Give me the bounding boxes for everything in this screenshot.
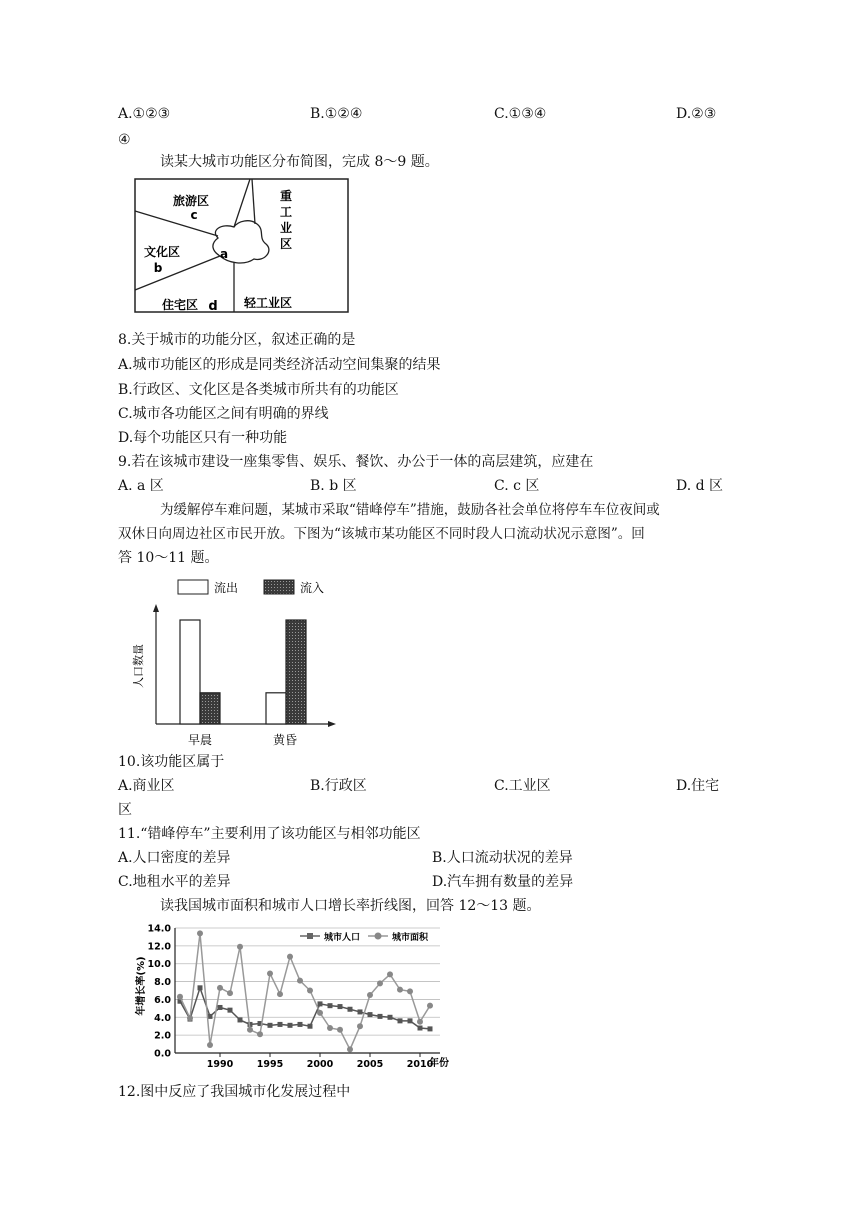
q9-stem: 9.若在该城市建设一座集零售、娱乐、餐饮、办公于一体的高层建筑，应建在 bbox=[118, 454, 594, 470]
zone-b-letter: b bbox=[153, 261, 163, 275]
intro-10-11-line2: 双休日向周边社区市民开放。下图为“该城市某功能区不同时段人口流动状况示意图”。回 bbox=[118, 526, 645, 542]
point-area bbox=[177, 994, 183, 1000]
point-population bbox=[428, 1026, 433, 1031]
intro-10-11-line3: 答 10～11 题。 bbox=[118, 550, 219, 566]
point-population bbox=[328, 1003, 333, 1008]
point-area bbox=[227, 990, 233, 996]
legend-inflow-swatch bbox=[264, 580, 294, 594]
point-area bbox=[337, 1027, 343, 1033]
point-population bbox=[268, 1023, 273, 1028]
zone-c-name: 旅游区 bbox=[172, 194, 210, 208]
bar-outflow-morning bbox=[180, 620, 200, 724]
point-population bbox=[398, 1018, 403, 1023]
bar-inflow-morning bbox=[200, 693, 220, 724]
y-tick-label: 0.0 bbox=[154, 1048, 171, 1060]
point-area bbox=[417, 1019, 423, 1025]
legend-outflow-swatch bbox=[178, 580, 208, 594]
point-population bbox=[198, 985, 203, 990]
point-population bbox=[298, 1022, 303, 1027]
q12-stem: 12.图中反应了我国城市化发展过程中 bbox=[118, 1084, 351, 1100]
q10-option-a: A.商业区 bbox=[118, 778, 175, 794]
x-axis-arrow bbox=[328, 721, 336, 727]
point-area bbox=[367, 992, 373, 998]
q11-option-c: C.地租水平的差异 bbox=[118, 874, 231, 890]
population-flow-chart bbox=[130, 572, 344, 752]
q8-option-b: B.行政区、文化区是各类城市所共有的功能区 bbox=[118, 382, 399, 398]
q10-option-d: D.住宅 bbox=[676, 778, 720, 794]
point-population bbox=[408, 1018, 413, 1023]
legend-inflow-label: 流入 bbox=[300, 581, 325, 595]
q11-option-a: A.人口密度的差异 bbox=[118, 850, 231, 866]
point-area bbox=[217, 985, 223, 991]
zone-heavy-1: 重 bbox=[279, 189, 293, 203]
q11-option-b: B.人口流动状况的差异 bbox=[432, 850, 573, 866]
x-tick-evening: 黄昏 bbox=[272, 733, 298, 747]
legend-pop-marker bbox=[307, 933, 313, 939]
point-population bbox=[278, 1022, 283, 1027]
q8-stem: 8.关于城市的功能分区，叙述正确的是 bbox=[118, 332, 356, 348]
q10-option-c: C.工业区 bbox=[494, 778, 551, 794]
bar-outflow-evening bbox=[266, 693, 286, 724]
point-population bbox=[368, 1012, 373, 1017]
point-population bbox=[358, 1009, 363, 1014]
x-axis-label: 年份 bbox=[429, 1058, 449, 1069]
zone-d-letter: d bbox=[208, 299, 218, 314]
y-tick-label: 2.0 bbox=[154, 1030, 171, 1042]
q10-stem: 10.该功能区属于 bbox=[118, 754, 225, 770]
point-area bbox=[267, 971, 273, 977]
point-area bbox=[397, 987, 403, 993]
point-area bbox=[387, 971, 393, 977]
legend-area-marker bbox=[375, 933, 382, 940]
point-area bbox=[207, 1042, 213, 1048]
point-population bbox=[308, 1024, 313, 1029]
point-area bbox=[357, 1023, 363, 1029]
intro-8-9: 读某大城市功能区分布简图，完成 8～9 题。 bbox=[160, 154, 439, 170]
y-tick-label: 4.0 bbox=[154, 1012, 171, 1024]
x-tick-label: 1995 bbox=[256, 1059, 284, 1070]
point-area bbox=[307, 988, 313, 994]
q7-option-a: A.①②③ bbox=[118, 106, 171, 122]
intro-12-13: 读我国城市面积和城市人口增长率折线图，回答 12～13 题。 bbox=[160, 898, 541, 914]
bar-inflow-evening bbox=[286, 620, 306, 724]
y-tick-label: 8.0 bbox=[154, 977, 171, 989]
point-area bbox=[377, 980, 383, 986]
point-area bbox=[407, 988, 413, 994]
x-tick-label: 2000 bbox=[306, 1059, 334, 1070]
point-population bbox=[388, 1015, 393, 1020]
x-tick-label: 1990 bbox=[206, 1059, 234, 1070]
zone-heavy-4: 区 bbox=[279, 237, 293, 251]
point-area bbox=[317, 1010, 323, 1016]
q9-option-b: B. b 区 bbox=[310, 478, 357, 494]
point-population bbox=[338, 1004, 343, 1009]
y-tick-label: 10.0 bbox=[147, 959, 171, 971]
point-area bbox=[197, 930, 203, 936]
point-population bbox=[318, 1001, 323, 1006]
zone-heavy-3: 业 bbox=[279, 221, 293, 235]
point-area bbox=[237, 944, 243, 950]
point-population bbox=[348, 1007, 353, 1012]
growth-rate-chart bbox=[132, 922, 449, 1072]
q7-option-c: C.①③④ bbox=[494, 106, 547, 122]
point-area bbox=[297, 978, 303, 984]
q8-option-d: D.每个功能区只有一种功能 bbox=[118, 430, 288, 446]
point-population bbox=[288, 1023, 293, 1028]
point-area bbox=[327, 1025, 333, 1031]
q11-stem: 11.“错峰停车”主要利用了该功能区与相邻功能区 bbox=[118, 826, 421, 842]
x-tick-label: 2005 bbox=[356, 1059, 384, 1070]
q7-option-d: D.②③ bbox=[676, 106, 717, 122]
q10-option-b: B.行政区 bbox=[310, 778, 367, 794]
q9-option-a: A. a 区 bbox=[118, 478, 164, 494]
q9-option-c: C. c 区 bbox=[494, 478, 540, 494]
legend-outflow-label: 流出 bbox=[214, 581, 239, 595]
point-area bbox=[427, 1003, 433, 1009]
zone-c-letter: c bbox=[190, 208, 198, 222]
point-area bbox=[347, 1046, 353, 1052]
y-tick-label: 14.0 bbox=[147, 923, 171, 935]
zone-a-letter: a bbox=[219, 247, 229, 261]
point-population bbox=[218, 1005, 223, 1010]
legend-area-label: 城市面积 bbox=[392, 933, 429, 943]
y-axis-label: 年增长率(%) bbox=[136, 956, 147, 1016]
point-area bbox=[277, 991, 283, 997]
y-axis-label: 人口数量 bbox=[132, 644, 145, 688]
y-axis-arrow bbox=[153, 604, 159, 612]
q8-option-a: A.城市功能区的形成是同类经济活动空间集聚的结果 bbox=[118, 357, 441, 373]
x-tick-morning: 早晨 bbox=[187, 733, 213, 747]
series-line-area bbox=[180, 933, 430, 1049]
q9-option-d: D. d 区 bbox=[676, 478, 724, 494]
zone-light-name: 轻工业区 bbox=[243, 296, 293, 310]
point-area bbox=[187, 1015, 193, 1021]
y-tick-label: 12.0 bbox=[147, 941, 171, 953]
intro-10-11-line1: 为缓解停车难问题，某城市采取“错峰停车”措施，鼓励各社会单位将停车车位夜间或 bbox=[160, 502, 660, 518]
point-area bbox=[257, 1031, 263, 1037]
point-population bbox=[418, 1026, 423, 1031]
y-tick-label: 6.0 bbox=[154, 994, 171, 1006]
x-tick-label: 2010 bbox=[406, 1059, 434, 1070]
point-population bbox=[378, 1014, 383, 1019]
q11-option-d: D.汽车拥有数量的差异 bbox=[432, 874, 574, 890]
point-area bbox=[287, 954, 293, 960]
zone-b-name: 文化区 bbox=[143, 245, 181, 259]
city-zone-map bbox=[134, 178, 350, 314]
point-population bbox=[238, 1017, 243, 1022]
point-area bbox=[247, 1027, 253, 1033]
zone-heavy-2: 工 bbox=[279, 205, 293, 219]
legend-pop-label: 城市人口 bbox=[324, 933, 361, 943]
q10-option-d-wrap: 区 bbox=[118, 802, 132, 818]
q7-option-d-wrap: ④ bbox=[118, 132, 131, 148]
q8-option-c: C.城市各功能区之间有明确的界线 bbox=[118, 406, 329, 422]
q7-option-b: B.①②④ bbox=[310, 106, 363, 122]
point-population bbox=[228, 1008, 233, 1013]
zone-d-name: 住宅区 bbox=[161, 298, 199, 312]
